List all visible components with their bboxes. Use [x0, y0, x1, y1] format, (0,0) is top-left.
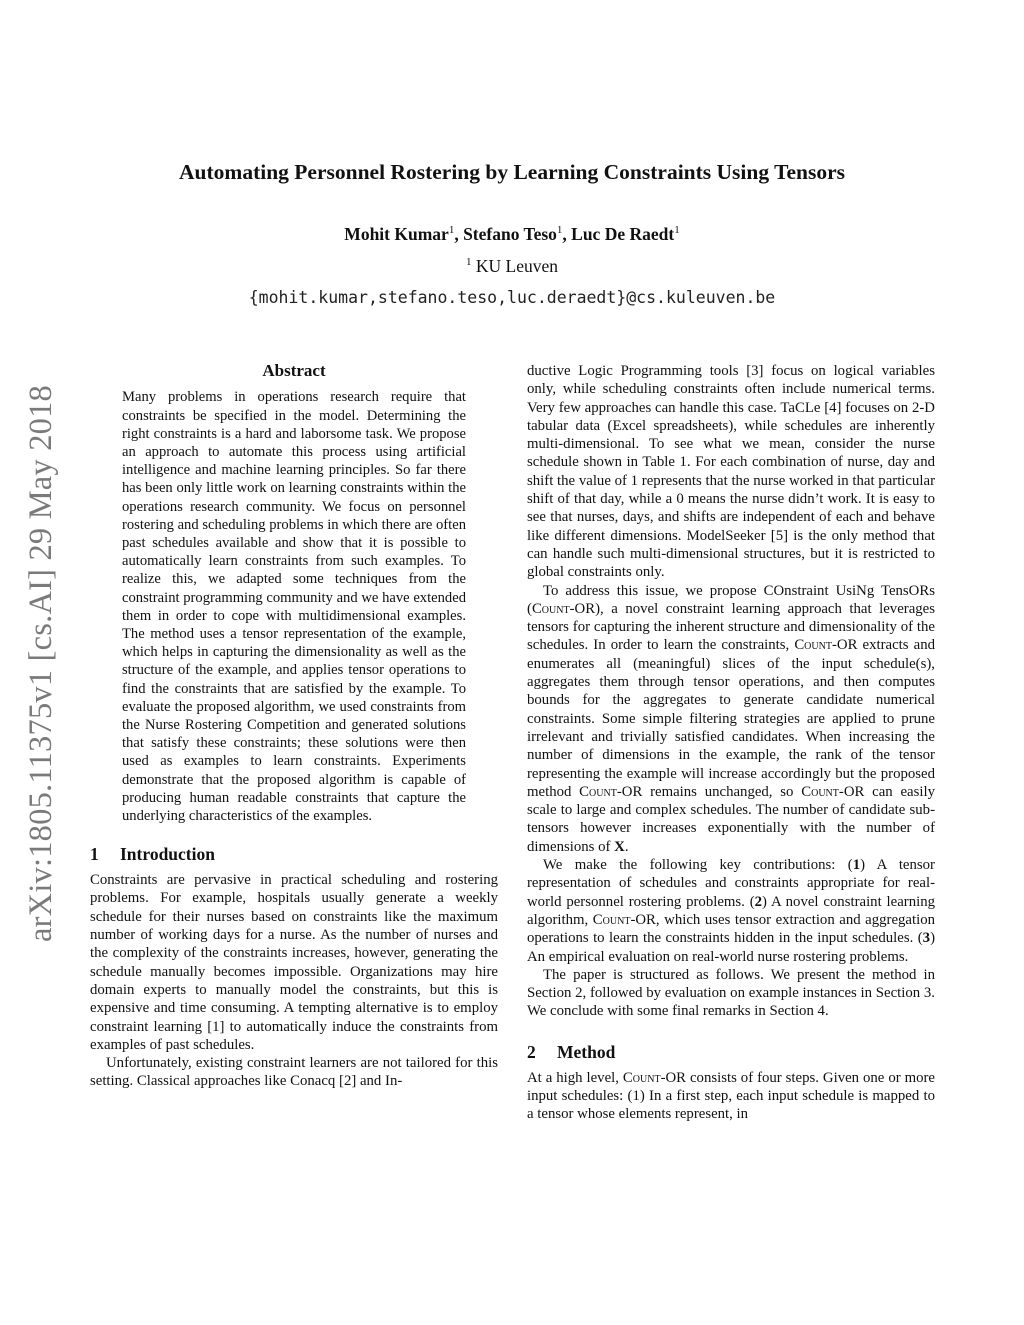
method-name: Count	[801, 783, 839, 800]
section-number: 1	[90, 844, 99, 865]
method-name-suffix: -OR	[630, 911, 656, 928]
abstract-heading: Abstract	[262, 361, 326, 380]
section-heading-introduction	[90, 843, 498, 865]
contribution-number: 3	[922, 930, 931, 947]
left-column	[90, 362, 498, 1091]
text-run: , which uses tensor extraction and aggregation operations to learn the constraints hidden in the input schedules. (	[527, 911, 935, 947]
text-run: ) A tensor representation of schedules and constraints appropriate for real-world personnel rostering problems. (	[527, 857, 935, 910]
method-name: Count	[531, 600, 570, 617]
intro-paragraph-structure: The paper is structured as follows. We present the method in Section 2, followed by evaluation on example instances in Section 3. We conclude with some final remarks in Section 4.	[527, 966, 935, 1020]
method-name-suffix: -OR	[569, 600, 596, 617]
affiliation-name: KU Leuven	[475, 256, 558, 276]
section-title: Introduction	[120, 844, 215, 865]
text-run: We make the following key contributions: (	[543, 857, 853, 874]
author-separator: ,	[454, 224, 464, 244]
affiliation-mark: 1	[465, 256, 472, 269]
text-run: extracts and enumerates all (meaningful) slices of the input schedule(s), aggregates them through tensor operations, and then computes bounds for the aggregates to generate candidate numerical constraints. Some simple filtering strategies are applied to prune irrelevant and trivially satisfied candidates. When increasing the number of dimensions in the example, the rank of the tensor representing the example will increase accordingly but the proposed method	[527, 637, 935, 800]
intro-paragraph-2: Unfortunately, existing constraint learners are not tailored for this setting. Classical approaches like Conacq [2] and In-	[90, 1055, 498, 1090]
method-name-suffix: -OR	[616, 783, 643, 800]
text-run: ), a novel constraint learning approach that leverages tensors for capturing the inherent structure and dimensionality of the schedules. In order to learn the constraints,	[527, 600, 935, 654]
arxiv-stamp: arXiv:1805.11375v1 [cs.AI] 29 May 2018	[23, 384, 59, 942]
method-name: Count	[592, 911, 631, 928]
tensor-symbol: X	[614, 838, 625, 855]
section-heading-method	[527, 1041, 935, 1063]
method-name-suffix: -OR	[838, 783, 865, 800]
text-run: ) A novel constraint learning algorithm,	[527, 893, 935, 928]
author-affil-mark: 1	[448, 224, 455, 237]
author-separator: ,	[562, 224, 572, 244]
section-title: Method	[557, 1041, 616, 1062]
method-name: Count	[794, 637, 832, 654]
author-emails: {mohit.kumar,stefano.teso,luc.deraedt}@cs.kuleuven.be	[248, 288, 776, 307]
affiliation	[0, 256, 1024, 277]
contribution-number: 2	[754, 893, 763, 910]
author-affil-mark: 1	[556, 224, 563, 237]
author-affil-mark: 1	[674, 224, 680, 237]
abstract-text: Many problems in operations research require that constraints be specified in the model. Determining the right constraints is a hard and laborsome task. We propose an approach to automate this process using artificial intelligence and machine learning principles. So far there has been only little work on learning constraints within the operations research community. We focus on personnel rostering and scheduling problems in which there are often past schedules available and show that it is possible to automatically learn constraints from such examples. To realize this, we adapted some techniques from the constraint programming community and we have extended them in order to cope with multidimensional examples. The method uses a tensor representation of the example, which helps in capturing the dimensionality as well as the structure of the example, and applies tensor operations to find the constraints that are satisfied by the example. To evaluate the proposed algorithm, we used constraints from the Nurse Rostering Competition and generated solutions that satisfy these constraints; these solutions were then used as examples to learn constraints. Experiments demonstrate that the proposed algorithm is capable of producing human readable constraints that capture the underlying characteristics of the examples.	[122, 389, 466, 824]
intro-paragraph-proposal	[527, 582, 935, 856]
author-name: Luc De Raedt	[571, 224, 675, 244]
method-name: Count	[579, 783, 617, 800]
method-name: Count	[622, 1069, 661, 1086]
section-number: 2	[527, 1041, 536, 1062]
author-name: Mohit Kumar	[344, 224, 449, 244]
intro-paragraph-contributions	[527, 856, 935, 966]
contribution-number: 1	[852, 857, 861, 874]
text-run: consists of four steps. Given one or more input schedules: (1) In a first step, each input schedule is mapped to a tensor whose elements represent, in	[527, 1069, 935, 1123]
text-run: can easily scale to large and complex schedules. The number of candidate sub-tensors however increases exponentially with the number of dimensions of	[527, 783, 935, 855]
text-run: At a high level,	[527, 1069, 623, 1086]
author-name: Stefano Teso	[463, 224, 557, 244]
paper-title: Automating Personnel Rostering by Learning Constraints Using Tensors	[179, 160, 845, 184]
text-run: To address this issue, we propose COnstraint UsiNg TensORs (	[527, 582, 935, 617]
text-run: ) An empirical evaluation on real-world nurse rostering problems.	[527, 930, 935, 965]
method-name-suffix: -OR	[831, 637, 858, 654]
intro-paragraph-continued: ductive Logic Programming tools [3] focus on logical variables only, while scheduling constraints often include numerical terms. Very few approaches can handle this case. TaCLe [4] focuses on 2-D tabular data (Excel spreadsheets), while schedules are inherently multi-dimensional. To see what we mean, consider the nurse schedule shown in Table 1. For each combination of nurse, day and shift the value of 1 represents that the nurse worked in that particular shift of that day, while a 0 means the nurse didn’t work. It is easy to see that nurses, days, and shifts are independent of each and behave like different dimensions. ModelSeeker [5] is the only method that can handle such multi-dimensional structures, but it is restricted to global constraints only.	[527, 363, 935, 581]
right-column	[527, 362, 935, 1124]
text-run: remains unchanged, so	[642, 783, 802, 800]
intro-paragraph-1: Constraints are pervasive in practical scheduling and rostering problems. For example, hospitals usually generate a weekly schedule for their nurses based on constraints like the maximum number of working days for a nurse. As the number of nurses and the complexity of the constraints increases, however, generating the schedule manually becomes impossible. Organizations may hire domain experts to manually model the constraints, but this is expensive and time consuming. A tempting alternative is to employ constraint learning [1] to automatically induce the constraints from examples of past schedules.	[90, 872, 498, 1053]
method-name-suffix: -OR	[660, 1069, 687, 1086]
text-run: .	[624, 838, 629, 855]
method-paragraph-1	[527, 1069, 935, 1124]
author-list	[0, 224, 1024, 245]
